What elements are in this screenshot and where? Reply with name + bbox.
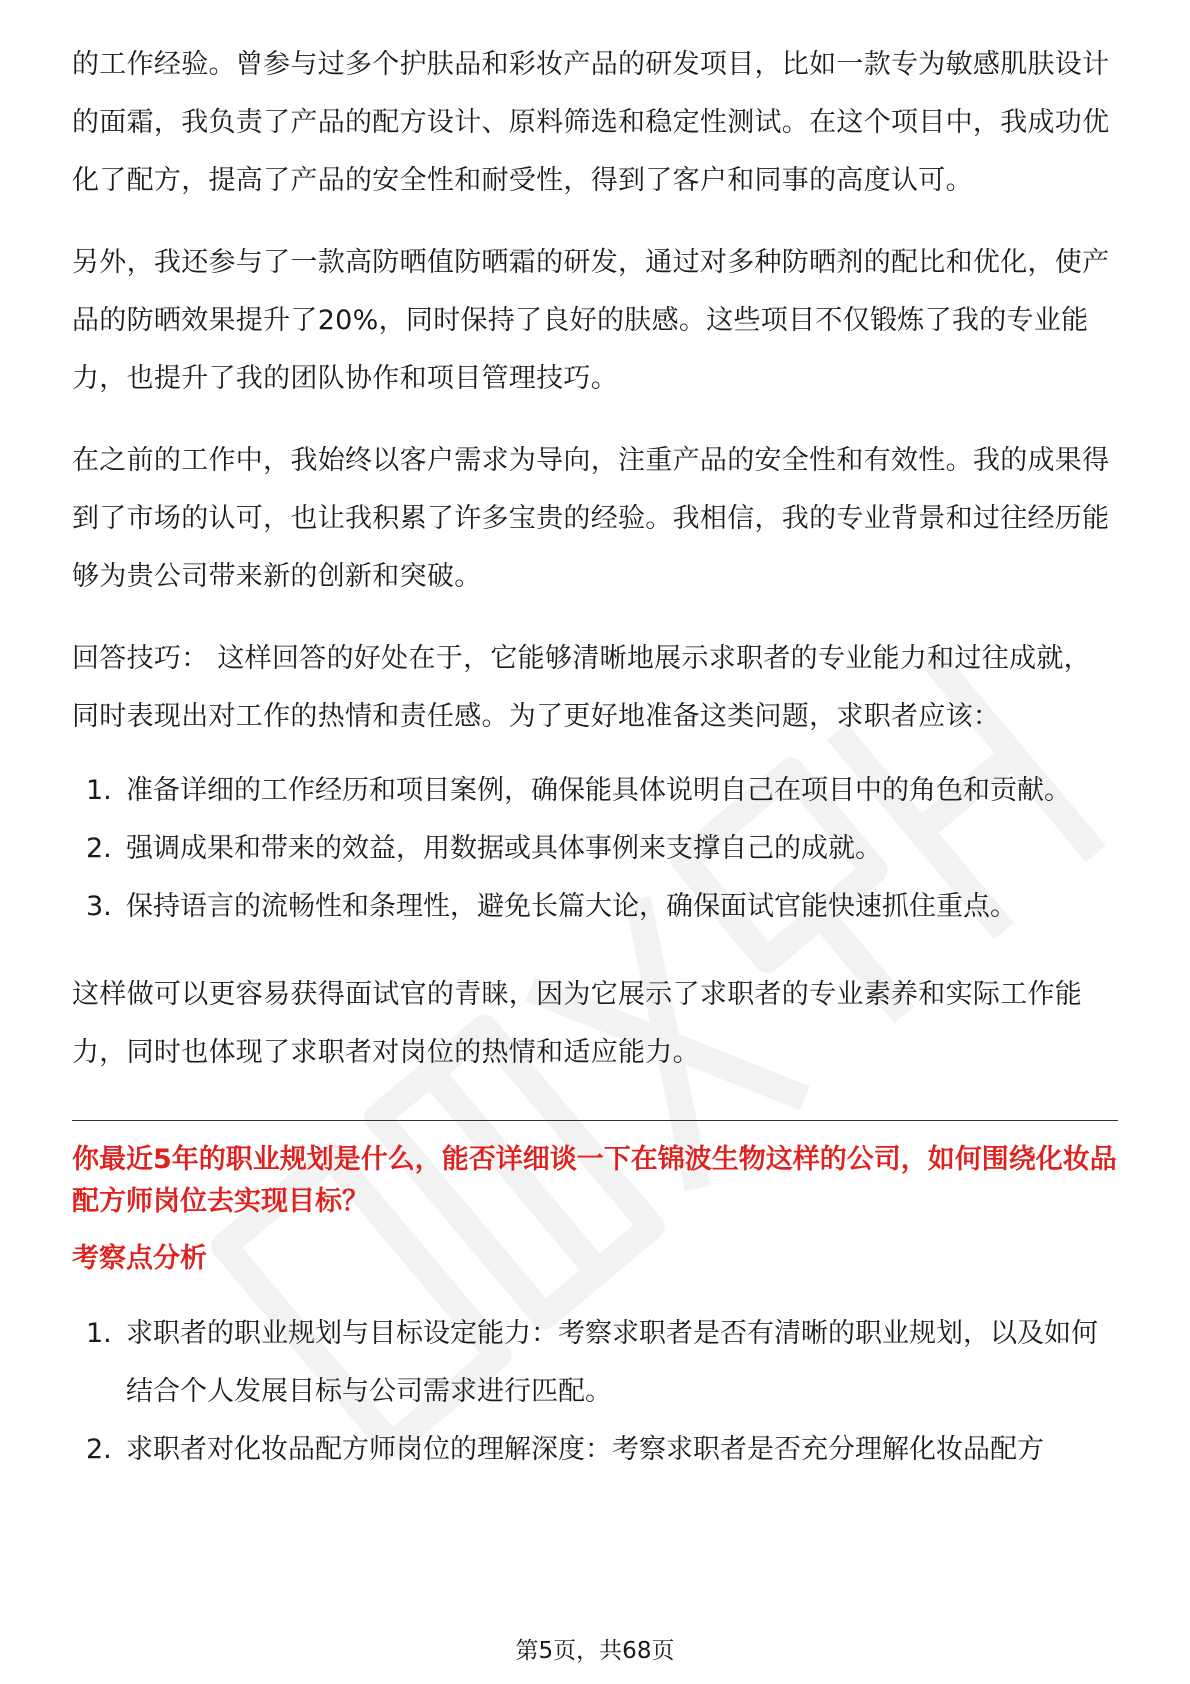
paragraph-experience: 的工作经验。曾参与过多个护肤品和彩妆产品的研发项目，比如一款专为敏感肌肤设计的面霜，我负责了产品的配方设计、原料筛选和稳定性测试。在这个项目中，我成功优化了配方，提高了产品的安全性和耐受性，得到了客户和同事的高度认可。 bbox=[72, 49, 1110, 196]
page-footer: 第5页，共68页 bbox=[515, 1638, 675, 1664]
list-item: 3. 保持语言的流畅性和条理性，避免长篇大论，确保面试官能快速抓住重点。 bbox=[86, 891, 1017, 922]
interview-question: 你最近5年的职业规划是什么，能否详细谈一下在锦波生物这样的公司，如何围绕化妆品配方师岗位去实现目标？ bbox=[72, 1144, 1117, 1217]
paragraph-sunscreen: 另外，我还参与了一款高防晒值防晒霜的研发，通过对多种防晒剂的配比和优化，使产品的防晒效果提升了20%，同时保持了良好的肤感。这些项目不仅锻炼了我的专业能力，也提升了我的团队协作和项目管理技巧。 bbox=[72, 247, 1110, 394]
paragraph-previous-work: 在之前的工作中，我始终以客户需求为导向，注重产品的安全性和有效性。我的成果得到了市场的认可，也让我积累了许多宝贵的经验。我相信，我的专业背景和过往经历能够为贵公司带来新的创新和突破。 bbox=[72, 445, 1110, 592]
analysis-title: 考察点分析 bbox=[72, 1243, 207, 1274]
list-item: 2. 强调成果和带来的效益，用数据或具体事例来支撑自己的成就。 bbox=[86, 833, 882, 864]
page-content bbox=[72, 0, 1118, 1479]
paragraph-answer-tips: 回答技巧： 这样回答的好处在于，它能够清晰地展示求职者的专业能力和过往成就，同时表现出对工作的热情和责任感。为了更好地准备这类问题，求职者应该： bbox=[72, 643, 1091, 732]
list-item: 2. 求职者对化妆品配方师岗位的理解深度：考察求职者是否充分理解化妆品配方 bbox=[86, 1434, 1044, 1465]
list-item: 1. 求职者的职业规划与目标设定能力：考察求职者是否有清晰的职业规划，以及如何结合个人发展目标与公司需求进行匹配。 bbox=[86, 1318, 1098, 1407]
analysis-list bbox=[72, 1305, 1118, 1479]
tips-list bbox=[72, 762, 1118, 936]
paragraph-closing: 这样做可以更容易获得面试官的青睐，因为它展示了求职者的专业素养和实际工作能力，同时也体现了求职者对岗位的热情和适应能力。 bbox=[72, 979, 1083, 1068]
list-item: 1. 准备详细的工作经历和项目案例，确保能具体说明自己在项目中的角色和贡献。 bbox=[86, 775, 1071, 806]
